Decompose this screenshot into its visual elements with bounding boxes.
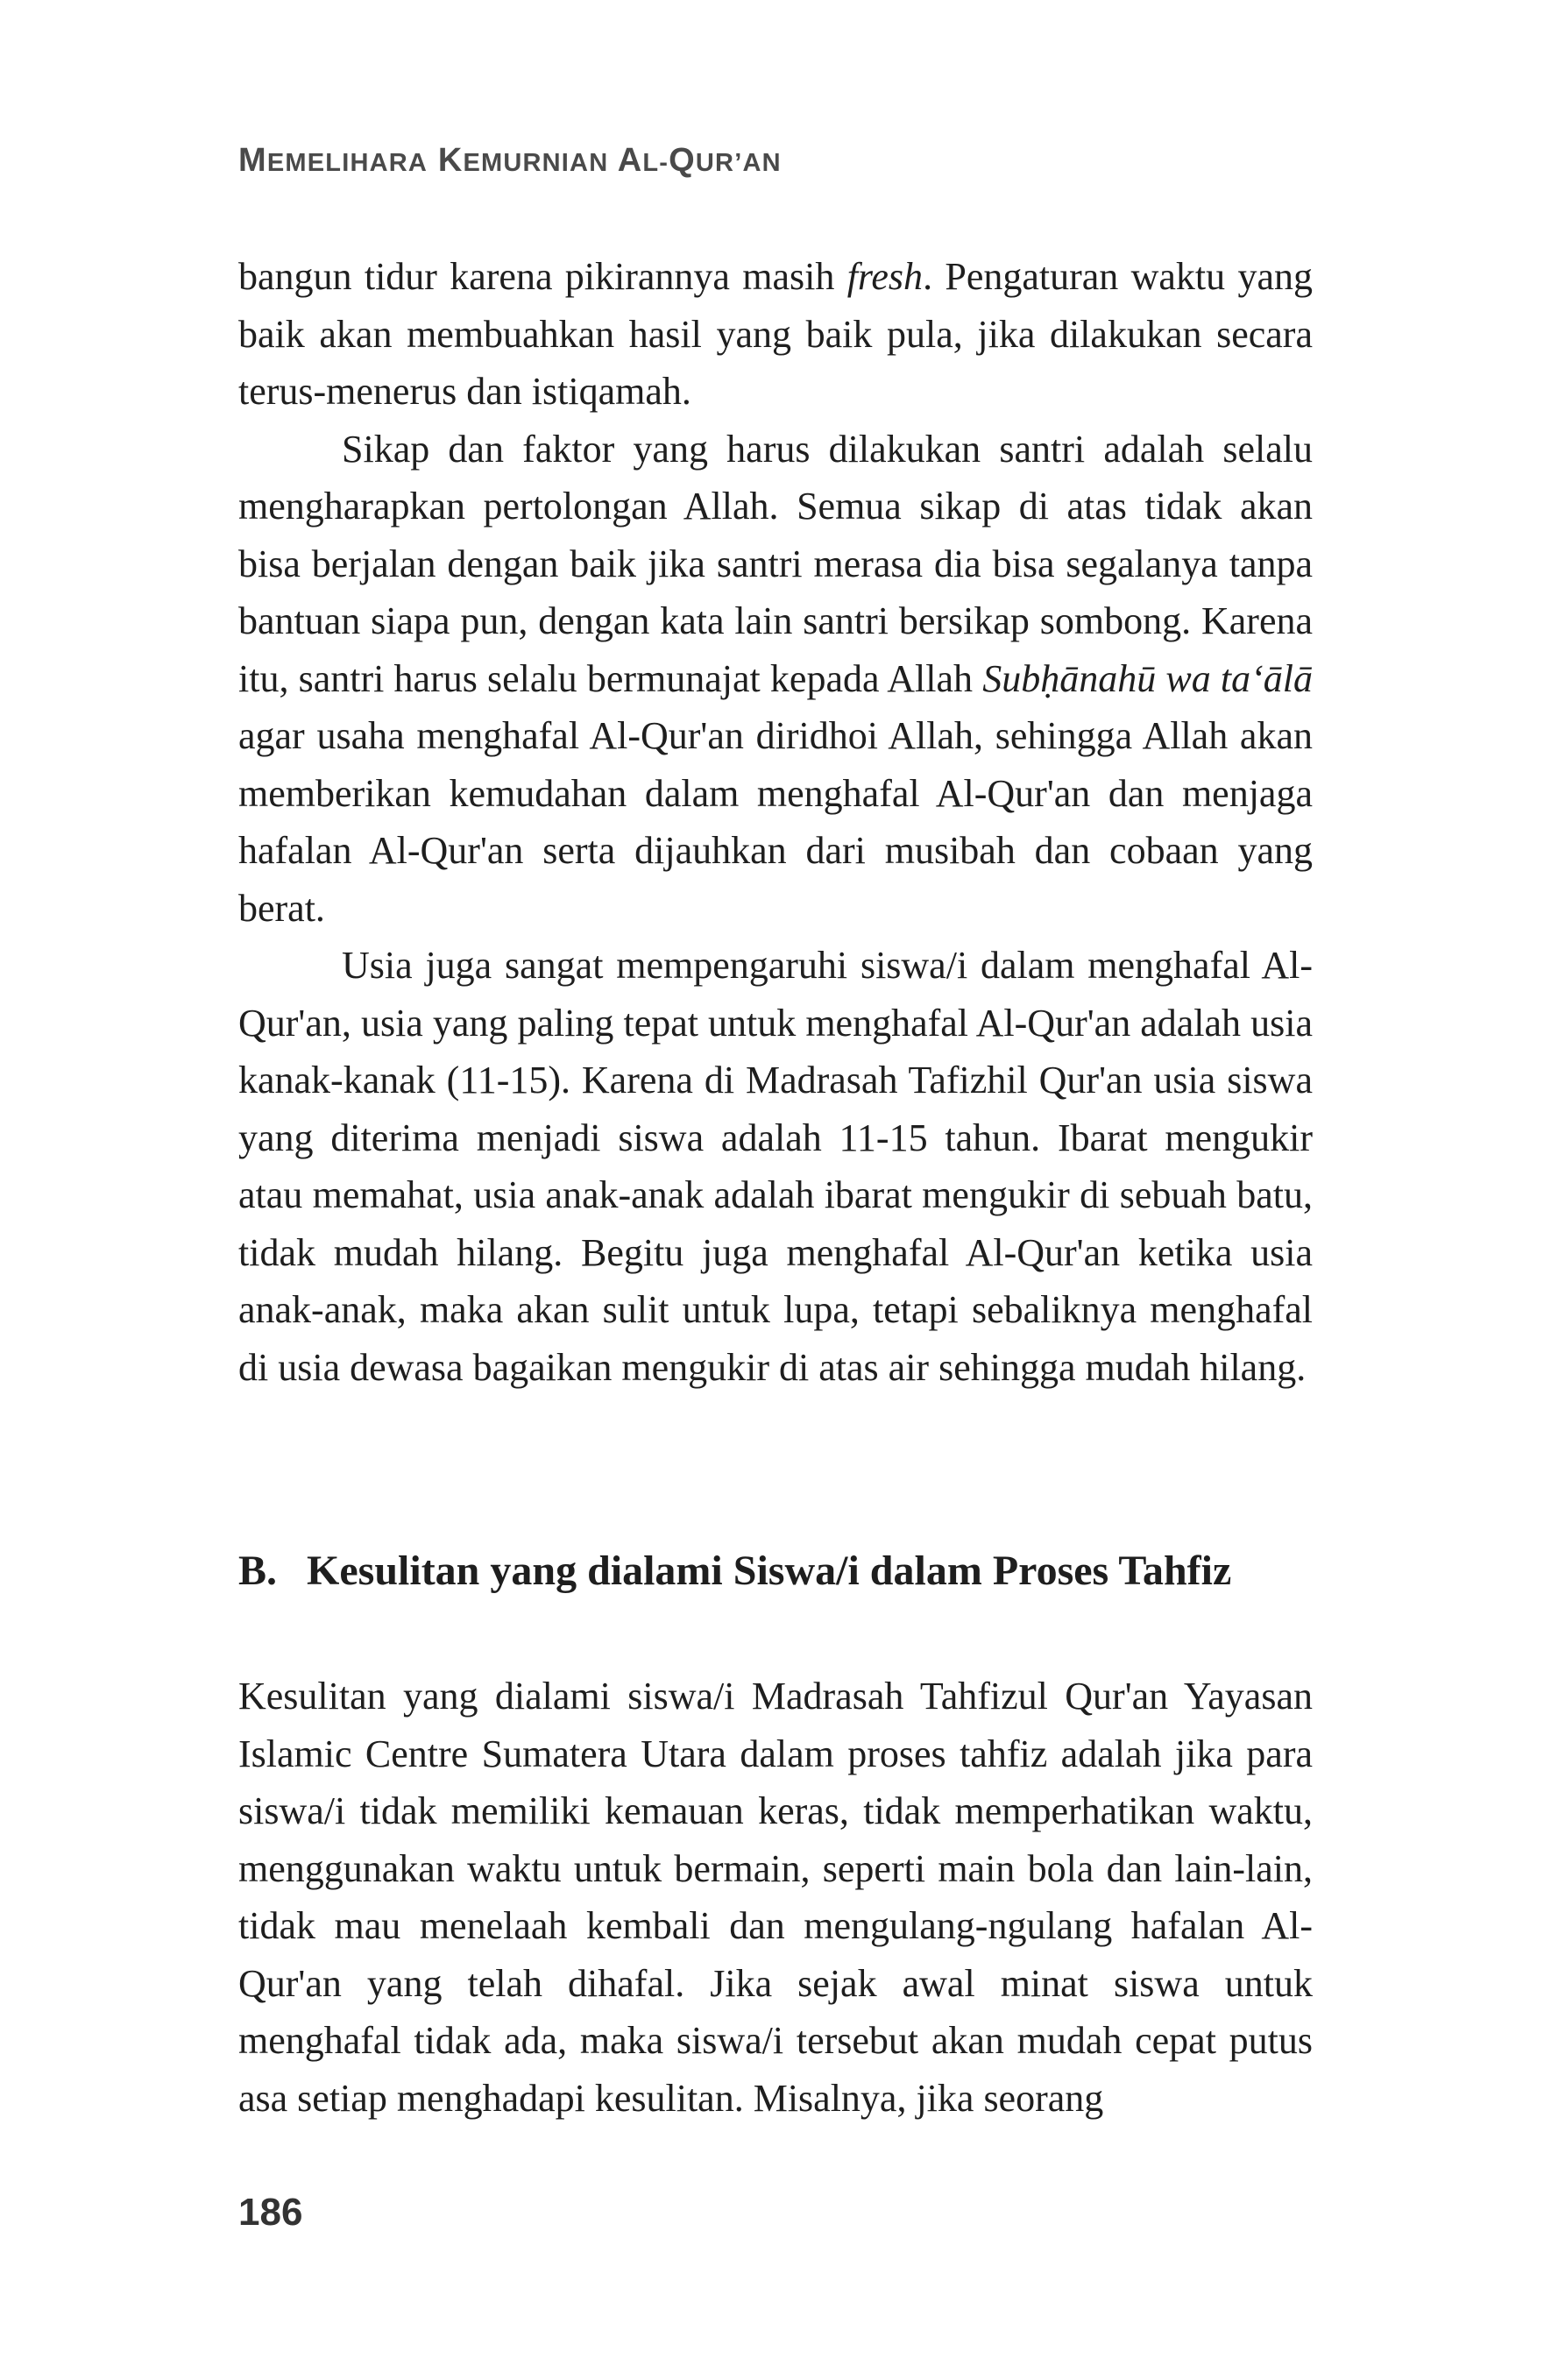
section-heading: [238, 1541, 1313, 1602]
italic-term: fresh: [846, 255, 924, 298]
paragraph-4: Kesulitan yang dialami siswa/i Madrasah Tahfizul Qur'an Yayasan Islamic Centre Sumatera Utara dalam proses tahfiz adalah jika para siswa/i tidak memiliki kemauan keras, tidak memperhatikan waktu, menggunakan waktu untuk bermain, seperti main bola dan lain-lain, tidak mau menelaah kembali dan mengulang-ngulang hafalan Al-Qur'an yang telah dihafal. Jika sejak awal minat siswa untuk menghafal tidak ada, maka siswa/i tersebut akan mudah cepat putus asa setiap menghadapi kesulitan. Misalnya, jika seorang: [238, 1675, 1313, 2120]
section-body: [238, 1668, 1313, 2127]
italic-term: Subḥānahū wa taʻālā: [982, 656, 1314, 700]
page-number: 186: [238, 2191, 303, 2234]
section-title: Kesulitan yang dialami Siswa/i dalam Proses Tahfiz: [307, 1548, 1232, 1594]
body-text: [238, 248, 1313, 1396]
running-head: MEMELIHARA KEMURNIAN AL-QUR’AN: [238, 142, 782, 179]
section-number: B.: [238, 1548, 278, 1594]
paragraph-1: bangun tidur karena pikirannya masih fresh. Pengaturan waktu yang baik akan membuahkan hasil yang baik pula, jika dilakukan secara terus-menerus dan istiqamah.: [238, 255, 1313, 413]
paragraph-2: Sikap dan faktor yang harus dilakukan santri adalah selalu mengharapkan pertolongan Allah. Semua sikap di atas tidak akan bisa berjalan dengan baik jika santri merasa dia bisa segalanya tanpa bantuan siapa pun, dengan kata lain santri bersikap sombong. Karena itu, santri harus selalu bermunajat kepada Allah Subḥānahū wa taʻālā agar usaha menghafal Al-Qur'an diridhoi Allah, sehingga Allah akan memberikan kemudahan dalam menghafal Al-Qur'an dan menjaga hafalan Al-Qur'an serta dijauhkan dari musibah dan cobaan yang berat.: [238, 427, 1314, 930]
paragraph-3: Usia juga sangat mempengaruhi siswa/i dalam menghafal Al-Qur'an, usia yang paling tepat untuk menghafal Al-Qur'an adalah usia kanak-kanak (11-15). Karena di Madrasah Tafizhil Qur'an usia siswa yang diterima menjadi siswa adalah 11-15 tahun. Ibarat mengukir atau memahat, usia anak-anak adalah ibarat mengukir di sebuah batu, tidak mudah hilang. Begitu juga menghafal Al-Qur'an ketika usia anak-anak, maka akan sulit untuk lupa, tetapi sebaliknya menghafal di usia dewasa bagaikan mengukir di atas air sehingga mudah hilang.: [238, 944, 1313, 1389]
